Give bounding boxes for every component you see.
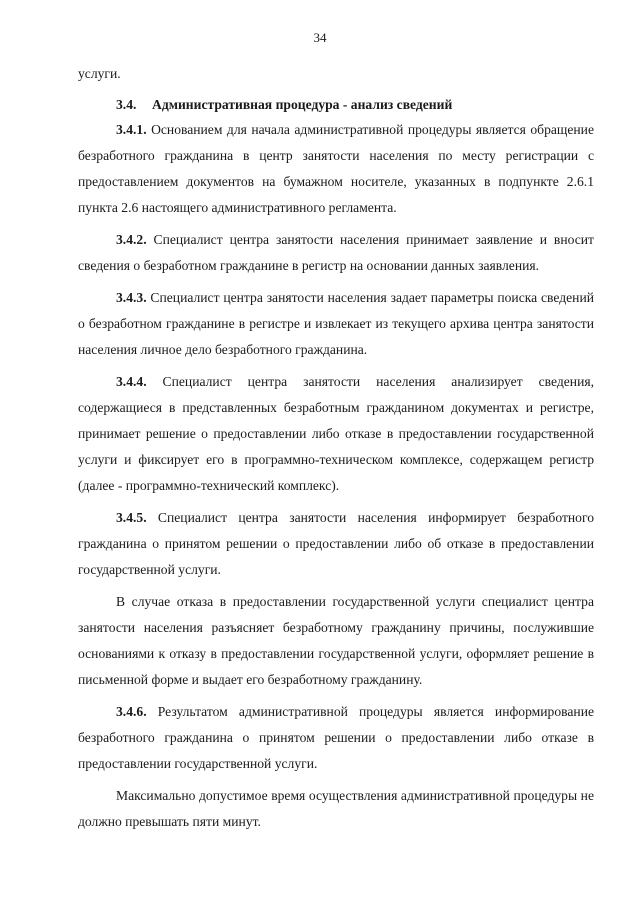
paragraph-max-time bbox=[78, 783, 594, 835]
paragraph-3-4-4 bbox=[78, 369, 594, 499]
lead-line: услуги. bbox=[78, 66, 121, 81]
clause-number: 3.4.3. bbox=[116, 290, 147, 305]
paragraph-3-4-1 bbox=[78, 117, 594, 221]
paragraph-text: В случае отказа в предоставлении государственной услуги специалист центра занятости населения разъясняет безработному гражданину причины, послужившие основаниями к отказу в предоставлении государственной услуги, оформляет решение в письменной форме и выдает его безработному гражданину. bbox=[78, 594, 594, 687]
paragraph-text: Результатом административной процедуры является информирование безработного гражданина о принятом решении о предоставлении либо отказе в предоставлении государственной услуги. bbox=[78, 704, 594, 771]
paragraph-3-4-6 bbox=[78, 699, 594, 777]
clause-number: 3.4.1. bbox=[116, 122, 147, 137]
clause-number: 3.4.2. bbox=[116, 232, 147, 247]
clause-number: 3.4.4. bbox=[116, 374, 147, 389]
document-body bbox=[78, 63, 594, 835]
paragraph-text: Специалист центра занятости населения принимает заявление и вносит сведения о безработном гражданине в регистр на основании данных заявления. bbox=[78, 232, 594, 273]
section-title: Административная процедура - анализ сведений bbox=[152, 97, 453, 112]
paragraph-text: Основанием для начала административной процедуры является обращение безработного гражданина в центр занятости населения по месту регистрации с предоставлением документов на бумажном носителе, указанных в подпункте 2.6.1 пункта 2.6 настоящего административного регламента. bbox=[78, 122, 594, 215]
paragraph-text: Максимально допустимое время осуществления административной процедуры не должно превышать пяти минут. bbox=[78, 788, 594, 829]
clause-number: 3.4.6. bbox=[116, 704, 147, 719]
paragraph-text: Специалист центра занятости населения анализирует сведения, содержащиеся в представленных безработным гражданином документах и регистре, принимает решение о предоставлении либо отказе в предоставлении государственной услуги и фиксирует его в программно-техническом комплексе, содержащем регистр (далее - программно-технический комплекс). bbox=[78, 374, 594, 493]
paragraph-3-4-3 bbox=[78, 285, 594, 363]
paragraph-refusal bbox=[78, 589, 594, 693]
section-number: 3.4. bbox=[116, 97, 137, 112]
clause-number: 3.4.5. bbox=[116, 510, 147, 525]
paragraph-text: Специалист центра занятости населения задает параметры поиска сведений о безработном гражданине в регистре и извлекает из текущего архива центра занятости населения личное дело безработного гражданина. bbox=[78, 290, 594, 357]
paragraph-3-4-2 bbox=[78, 227, 594, 279]
section-heading bbox=[78, 93, 594, 117]
page-number: 34 bbox=[313, 30, 327, 45]
paragraph-3-4-5 bbox=[78, 505, 594, 583]
paragraph-text: Специалист центра занятости населения информирует безработного гражданина о принятом решении о предоставлении либо об отказе в предоставлении государственной услуги. bbox=[78, 510, 594, 577]
